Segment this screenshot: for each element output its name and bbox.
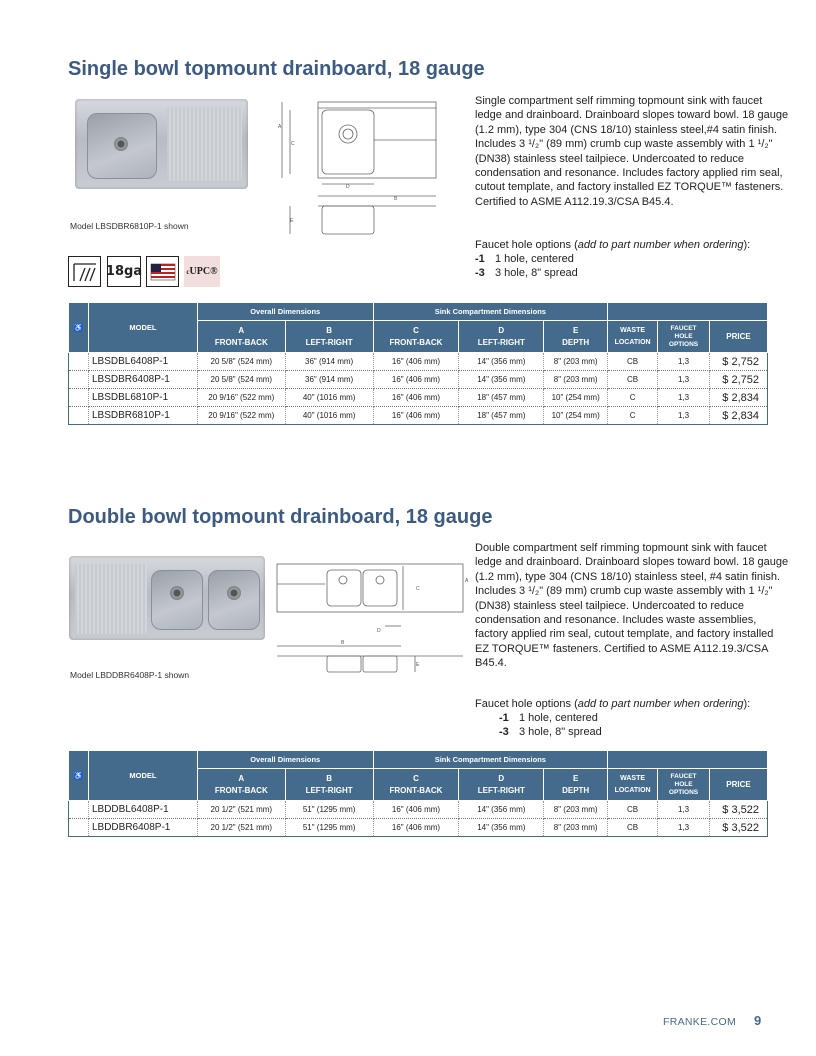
cell-a: 20 1/2" (521 mm) — [197, 801, 285, 819]
faucet-options-heading: Faucet hole options (add to part number when ordering): — [475, 239, 751, 251]
cell-e: 10" (254 mm) — [544, 389, 608, 407]
gauge-badge: 18ga — [107, 256, 141, 287]
double-bowl-dimension-diagram — [275, 562, 470, 674]
drainboard — [167, 107, 242, 181]
section-2-description: Double compartment self rimming topmount sink with faucet ledge and drainboard. Drainboard slopes toward bowl. 18 gauge (1.2 mm), type 304 (CNS 18/10) stainless steel, #4 satin finish. Includes 3 ¹/₂" (89 mm) crumb cup waste assembly with 1 ¹/₂" (DN38) stainless steel tailpiece. Undercoated to reduce condensation and resonance. Includes waste assemblies, factory applied rim seal, cutout template, and factory installed EZ TORQUE™ fasteners. Certified to ASME A112.19.3/CSA B45.4. — [475, 542, 789, 670]
header-blank — [608, 303, 768, 321]
faucet-option-1: -1 1 hole, centered — [475, 253, 574, 265]
section-1-spec-table — [68, 302, 768, 425]
cell-d: 14" (356 mm) — [459, 801, 544, 819]
cell-c: 16" (406 mm) — [373, 353, 459, 371]
header-sink-compartment-dimensions: Sink Compartment Dimensions — [373, 303, 608, 321]
cell-c: 16" (406 mm) — [373, 801, 459, 819]
cell-a: 20 9/16" (522 mm) — [197, 389, 285, 407]
diagram-label-b: B — [394, 196, 398, 202]
model-cell: LBDDBL6408P-1 — [88, 801, 197, 819]
diagram-label-a: A — [278, 124, 282, 130]
cell-d: 14" (356 mm) — [459, 371, 544, 389]
header-price: PRICE — [710, 769, 768, 801]
model-cell: LBSDBR6408P-1 — [88, 371, 197, 389]
cell-d: 14" (356 mm) — [459, 819, 544, 837]
header-price: PRICE — [710, 321, 768, 353]
header-d: D LEFT-RIGHT — [459, 769, 544, 801]
drain-icon — [227, 586, 241, 600]
cell-c: 16" (406 mm) — [373, 407, 459, 425]
faucet-option-1: -1 1 hole, centered — [499, 712, 598, 724]
cell-b: 51" (1295 mm) — [285, 819, 373, 837]
section-1-title: Single bowl topmount drainboard, 18 gauge — [68, 58, 485, 80]
table-row — [69, 407, 768, 425]
cell-e: 8" (203 mm) — [544, 801, 608, 819]
header-overall-dimensions: Overall Dimensions — [197, 751, 373, 769]
cell-waste: CB — [608, 353, 658, 371]
cell-waste: C — [608, 389, 658, 407]
cell-e: 8" (203 mm) — [544, 819, 608, 837]
header-model: MODEL — [88, 303, 197, 353]
diagram-label-e: E — [416, 662, 420, 668]
cell-a: 20 5/8" (524 mm) — [197, 371, 285, 389]
cell-a: 20 5/8" (524 mm) — [197, 353, 285, 371]
cell-e: 8" (203 mm) — [544, 353, 608, 371]
model-cell: LBSDBL6810P-1 — [88, 389, 197, 407]
table-row — [69, 353, 768, 371]
cell-c: 16" (406 mm) — [373, 389, 459, 407]
cell-e: 8" (203 mm) — [544, 371, 608, 389]
upc-certification-badge: c UPC® — [184, 256, 220, 287]
section-2-title: Double bowl topmount drainboard, 18 gauge — [68, 506, 493, 528]
cell-d: 14" (356 mm) — [459, 353, 544, 371]
section-2-faucet-options — [475, 697, 750, 739]
table-row — [69, 801, 768, 819]
section-1-description: Single compartment self rimming topmount sink with faucet ledge and drainboard. Drainboard slopes toward bowl. 18 gauge (1.2 mm), type 304 (CNS 18/10) stainless steel,#4 satin finish. Includes 3 ¹/₂" (89 mm) crumb cup waste assembly with 1 ¹/₂" (DN38) stainless steel tailpiece. Undercoated to reduce condensation and resonance. Includes factory applied rim seal, cutout template, and factory installed EZ TORQUE™ fasteners. Certified to ASME A112.19.3/CSA B45.4. — [475, 95, 789, 208]
sink-bowl-right — [208, 570, 260, 630]
header-waste-location: WASTE LOCATION — [608, 769, 658, 801]
faucet-options-heading: Faucet hole options (add to part number when ordering): — [475, 698, 751, 710]
header-b: B LEFT-RIGHT — [285, 321, 373, 353]
diagram-label-a: A — [465, 578, 469, 584]
cell-price: $ 3,522 — [710, 801, 768, 819]
drainboard — [75, 564, 147, 634]
table-row — [69, 371, 768, 389]
section-1-faucet-options — [475, 238, 750, 280]
cell-faucet: 1,3 — [658, 389, 710, 407]
cell-waste: C — [608, 407, 658, 425]
header-e: E DEPTH — [544, 769, 608, 801]
header-d: D LEFT-RIGHT — [459, 321, 544, 353]
diagram-label-d: D — [346, 184, 350, 190]
header-a: A FRONT-BACK — [197, 769, 285, 801]
cell-b: 36" (914 mm) — [285, 353, 373, 371]
faucet-option-3: -3 3 hole, 8" spread — [499, 726, 602, 738]
diagram-label-b: B — [341, 640, 345, 646]
diagram-label-c: C — [416, 586, 420, 592]
cell-d: 18" (457 mm) — [459, 407, 544, 425]
drain-icon — [114, 137, 128, 151]
header-waste-location: WASTE LOCATION — [608, 321, 658, 353]
single-bowl-dimension-diagram — [276, 98, 444, 238]
faucet-option-3: -3 3 hole, 8" spread — [475, 267, 578, 279]
cell-b: 40" (1016 mm) — [285, 389, 373, 407]
header-faucet-hole-options: FAUCET HOLE OPTIONS — [658, 769, 710, 801]
sink-bowl-left — [151, 570, 203, 630]
cell-price: $ 2,834 — [710, 389, 768, 407]
cell-b: 36" (914 mm) — [285, 371, 373, 389]
cell-a: 20 1/2" (521 mm) — [197, 819, 285, 837]
table-row — [69, 389, 768, 407]
header-faucet-hole-options: FAUCET HOLE OPTIONS — [658, 321, 710, 353]
cell-faucet: 1,3 — [658, 407, 710, 425]
accessible-icon: ♿ — [69, 303, 89, 353]
cell-waste: CB — [608, 819, 658, 837]
cell-faucet: 1,3 — [658, 819, 710, 837]
header-overall-dimensions: Overall Dimensions — [197, 303, 373, 321]
model-cell: LBSDBR6810P-1 — [88, 407, 197, 425]
header-e: E DEPTH — [544, 321, 608, 353]
header-sink-compartment-dimensions: Sink Compartment Dimensions — [373, 751, 608, 769]
accessible-icon: ♿ — [69, 751, 89, 801]
footer-website: FRANKE.COM — [663, 1016, 737, 1028]
made-in-usa-flag-icon — [146, 256, 179, 287]
header-blank — [608, 751, 768, 769]
cell-faucet: 1,3 — [658, 801, 710, 819]
cell-waste: CB — [608, 371, 658, 389]
cell-price: $ 2,752 — [710, 353, 768, 371]
header-b: B LEFT-RIGHT — [285, 769, 373, 801]
cell-price: $ 2,752 — [710, 371, 768, 389]
header-model: MODEL — [88, 751, 197, 801]
cell-c: 16" (406 mm) — [373, 819, 459, 837]
section-2-spec-table — [68, 750, 768, 837]
page-number: 9 — [754, 1013, 762, 1028]
diagram-label-d: D — [377, 628, 381, 634]
drain-icon — [170, 586, 184, 600]
section-1-caption: Model LBSDBR6810P-1 shown — [70, 221, 189, 231]
cell-c: 16" (406 mm) — [373, 371, 459, 389]
cell-d: 18" (457 mm) — [459, 389, 544, 407]
cell-e: 10" (254 mm) — [544, 407, 608, 425]
diagram-label-e: E — [290, 218, 294, 224]
cell-price: $ 2,834 — [710, 407, 768, 425]
cell-a: 20 9/16" (522 mm) — [197, 407, 285, 425]
double-bowl-sink-photo — [69, 556, 265, 640]
section-2-caption: Model LBDDBR6408P-1 shown — [70, 670, 190, 680]
sloped-drainboard-icon — [68, 256, 101, 287]
cell-waste: CB — [608, 801, 658, 819]
single-bowl-sink-photo — [75, 99, 248, 189]
cell-b: 40" (1016 mm) — [285, 407, 373, 425]
table-row — [69, 819, 768, 837]
cell-faucet: 1,3 — [658, 353, 710, 371]
cell-b: 51" (1295 mm) — [285, 801, 373, 819]
cell-price: $ 3,522 — [710, 819, 768, 837]
diagram-label-c: C — [291, 141, 295, 147]
header-a: A FRONT-BACK — [197, 321, 285, 353]
model-cell: LBSDBL6408P-1 — [88, 353, 197, 371]
header-c: C FRONT-BACK — [373, 769, 459, 801]
cell-faucet: 1,3 — [658, 371, 710, 389]
model-cell: LBDDBR6408P-1 — [88, 819, 197, 837]
header-c: C FRONT-BACK — [373, 321, 459, 353]
